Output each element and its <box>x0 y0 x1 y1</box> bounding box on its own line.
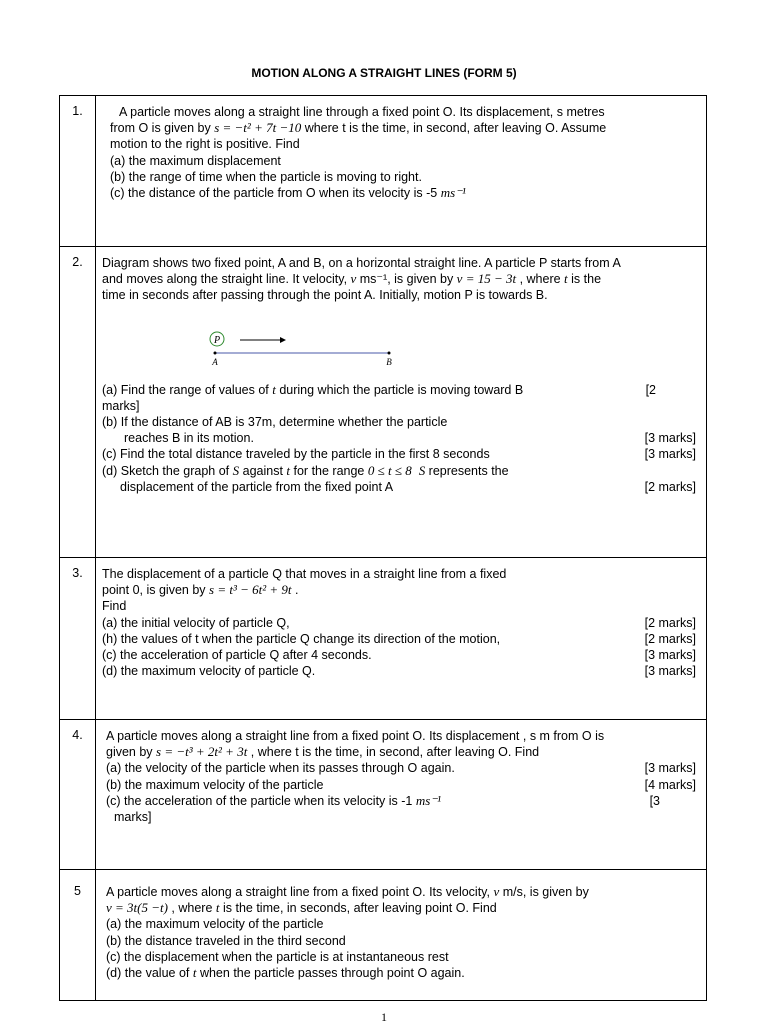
q1-part-c <box>102 185 698 201</box>
q5-line1 <box>106 884 698 900</box>
marks-label: [3 marks] <box>644 431 696 446</box>
q1-text: where t is the time, in second, after leaving O. Assume <box>301 121 607 136</box>
q2-text: (c) Find the total distance traveled by the particle in the first 8 seconds <box>102 447 490 462</box>
marks-label: [3 marks] <box>644 664 696 679</box>
q1-part-b: (b) the range of time when the particle is moving to right. <box>110 169 422 184</box>
marks-label: [2 marks] <box>644 615 696 630</box>
q3-part-d <box>102 663 698 679</box>
particle-p-label: P <box>213 334 221 346</box>
q4-text: (b) the maximum velocity of the particle <box>106 777 324 792</box>
q3-text: (d) the maximum velocity of particle Q. <box>102 664 316 679</box>
question-body <box>96 720 707 870</box>
direction-arrow-head <box>280 337 286 343</box>
q4-text: (c) the acceleration of the particle when its velocity is -1 <box>106 793 416 808</box>
q5-text: is the time, in seconds, after leaving point O. Find <box>219 901 497 916</box>
q1-line2 <box>102 120 698 136</box>
q2-text: reaches B in its motion. <box>124 431 254 446</box>
q2-part-a <box>102 382 698 398</box>
q3-text: (c) the acceleration of particle Q after 4 seconds. <box>102 648 372 663</box>
q3-line3: Find <box>102 599 127 614</box>
q1-equation: s = −t² + 7t −10 <box>214 120 302 136</box>
q4-line2 <box>106 744 698 760</box>
q3-part-a <box>102 615 698 631</box>
q3-line2 <box>102 582 698 598</box>
diagram-svg <box>102 304 502 382</box>
q2-part-d-cont <box>102 479 698 495</box>
question-number: 3. <box>60 558 96 720</box>
q1-part-a: (a) the maximum displacement <box>110 153 281 168</box>
marks-label: [3 marks] <box>644 648 696 663</box>
q2-text: (d) Sketch the graph of <box>102 463 233 478</box>
question-number: 1. <box>60 96 96 247</box>
q5-part-c: (c) the displacement when the particle is at instantaneous rest <box>106 949 449 964</box>
q3-equation: s = t³ − 6t² + 9t <box>209 582 292 598</box>
q3-part-b <box>102 631 698 647</box>
q3-text: point 0, is given by <box>102 583 210 598</box>
question-row-3 <box>60 558 707 720</box>
q2-text: against <box>239 463 287 478</box>
question-row-5 <box>60 870 707 1001</box>
marks-label: [3 <box>649 793 660 808</box>
q2-inequality: 0 ≤ t ≤ 8 <box>367 462 412 478</box>
page-number: 1 <box>381 1010 387 1024</box>
q3-text: (h) the values of t when the particle Q change its direction of the motion, <box>102 631 501 646</box>
q4-text: , where t is the time, in second, after leaving O. Find <box>247 745 540 760</box>
question-row-4 <box>60 720 707 870</box>
q2-text: ms⁻¹, is given by <box>356 272 457 287</box>
question-number: 2. <box>60 247 96 558</box>
motion-diagram <box>102 304 698 382</box>
q3-text: (a) the initial velocity of particle Q, <box>102 615 290 630</box>
q2-text: , where <box>516 272 565 287</box>
question-body <box>96 558 707 720</box>
q4-part-a <box>106 760 698 776</box>
q5-text: (d) the value of <box>106 966 193 981</box>
q2-equation: v = 15 − 3t <box>456 271 517 287</box>
question-body <box>96 96 707 247</box>
page-title: MOTION ALONG A STRAIGHT LINES (FORM 5) <box>251 66 517 80</box>
q1-line1: A particle moves along a straight line through a fixed point O. Its displacement, s metres <box>119 105 605 119</box>
q2-part-c <box>102 446 698 462</box>
question-number: 5 <box>60 870 96 1001</box>
marks-label: [2 marks] <box>644 631 696 646</box>
q2-symbol: t <box>564 271 568 287</box>
q2-symbol: t <box>272 381 276 397</box>
q2-symbol: S <box>418 462 426 478</box>
q4-equation: s = −t³ + 2t² + 3t <box>156 744 248 760</box>
q2-text: during which the particle is moving toward B <box>275 382 524 397</box>
q2-part-a-cont: marks] <box>102 398 140 413</box>
question-number: 4. <box>60 720 96 870</box>
questions-table <box>59 95 707 1001</box>
q3-line1: The displacement of a particle Q that moves in a straight line from a fixed <box>102 567 507 581</box>
q3-part-c <box>102 647 698 663</box>
q4-text: given by <box>106 745 157 760</box>
question-body <box>96 870 707 1001</box>
q1-unit: ms⁻¹ <box>440 185 466 201</box>
q5-text: when the particle passes through point O again. <box>196 966 465 981</box>
q5-text: m/s, is given by <box>499 885 589 899</box>
q5-symbol: t <box>192 965 197 981</box>
q5-part-a: (a) the maximum velocity of the particle <box>106 917 324 932</box>
q5-symbol: t <box>215 900 220 916</box>
q5-part-d <box>106 965 698 981</box>
q2-symbol: v <box>350 271 357 287</box>
q5-equation: v = 3t(5 −t) <box>106 900 168 916</box>
q5-part-b: (b) the distance traveled in the third second <box>106 933 346 948</box>
marks-label: [2 <box>645 382 656 397</box>
q2-symbol: t <box>286 462 291 478</box>
q4-part-c-cont: marks] <box>114 810 152 825</box>
question-row-2 <box>60 247 707 558</box>
q2-part-b: (b) If the distance of AB is 37m, determine whether the particle <box>102 415 448 430</box>
q1-text: (c) the distance of the particle from O when its velocity is -5 <box>110 186 441 201</box>
question-row-1 <box>60 96 707 247</box>
marks-label: [3 marks] <box>644 761 696 776</box>
q4-unit: ms⁻¹ <box>415 792 442 808</box>
point-b-dot <box>388 351 391 354</box>
q2-text: (a) Find the range of values of <box>102 382 273 397</box>
marks-label: [4 marks] <box>644 777 696 792</box>
q4-part-b <box>106 777 698 793</box>
q2-line1: Diagram shows two fixed point, A and B, on a horizontal straight line. A particle P starts from A <box>102 256 621 270</box>
point-a-dot <box>214 351 217 354</box>
q5-symbol: v <box>493 884 500 899</box>
marks-label: [3 marks] <box>644 447 696 462</box>
q5-text: , where <box>167 901 216 916</box>
point-a-label: A <box>212 356 218 367</box>
q1-text: from O is given by <box>110 121 215 136</box>
q2-part-b-cont <box>102 430 698 446</box>
q5-text: A particle moves along a straight line from a fixed point O. Its velocity, <box>106 885 494 899</box>
q2-text: displacement of the particle from the fixed point A <box>120 479 394 494</box>
q1-line3: motion to the right is positive. Find <box>110 137 300 152</box>
q2-symbol: S <box>232 462 240 478</box>
q4-part-c <box>106 793 698 809</box>
q2-text: for the range <box>290 463 368 478</box>
q2-line2 <box>102 271 698 287</box>
q4-line1: A particle moves along a straight line from a fixed point O. Its displacement , s m from O is <box>106 729 605 743</box>
q3-text: . <box>291 583 299 598</box>
q2-text: is the <box>567 272 602 287</box>
point-b-label: B <box>386 356 392 367</box>
q2-text: represents the <box>425 463 509 478</box>
q2-line3: time in seconds after passing through the point A. Initially, motion P is towards B. <box>102 288 548 303</box>
q4-text: (a) the velocity of the particle when its passes through O again. <box>106 761 455 776</box>
q5-line2 <box>106 900 698 916</box>
marks-label: [2 marks] <box>644 479 696 494</box>
question-body <box>96 247 707 558</box>
q2-part-d <box>102 463 698 479</box>
q2-text: and moves along the straight line. It velocity, <box>102 272 351 287</box>
